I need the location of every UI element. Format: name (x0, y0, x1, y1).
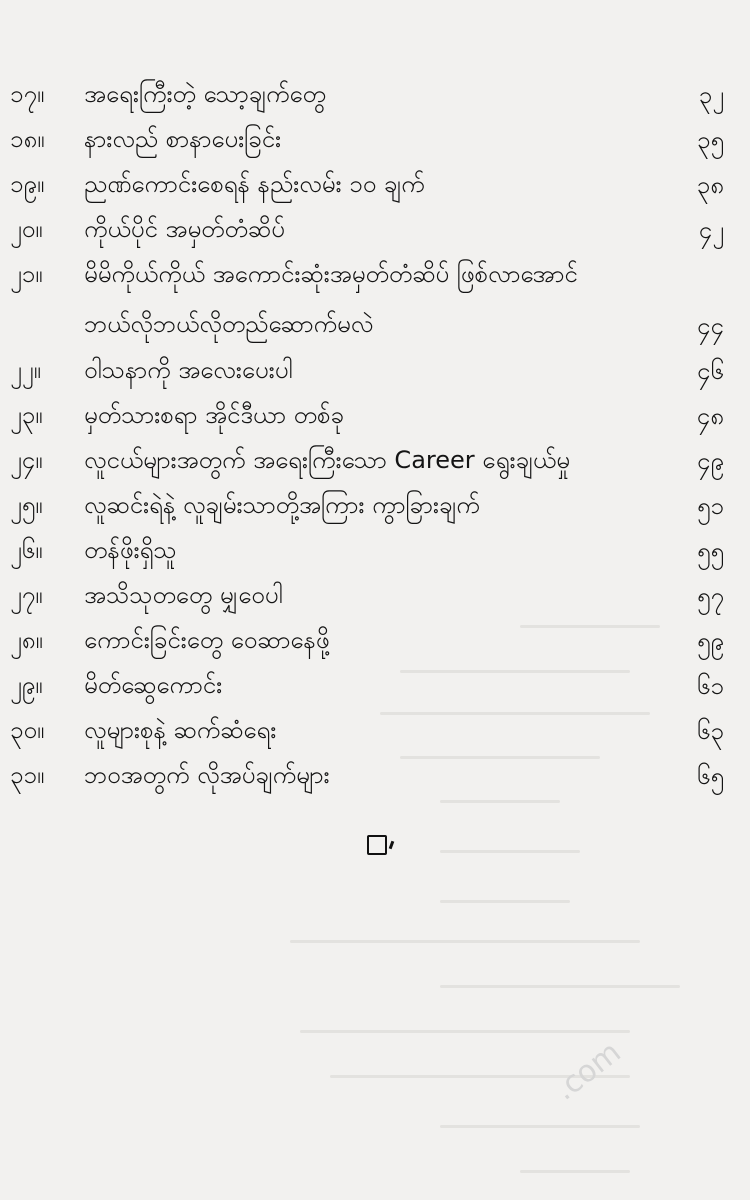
toc-entry (0, 528, 750, 573)
toc-entry (0, 72, 750, 117)
chapter-number: ၂၀။ (10, 215, 43, 243)
toc-entry (0, 207, 750, 252)
toc-entry (0, 483, 750, 528)
chapter-title: ကိုယ်ပိုင် အမှတ်တံဆိပ် (84, 215, 285, 243)
chapter-title: ကောင်းခြင်းတွေ ဝေဆာနေဖို့ (84, 626, 330, 654)
bleed-through-line (380, 712, 650, 715)
toc-entry (0, 663, 750, 708)
chapter-title: လူများစုနဲ့ ဆက်ဆံရေး (84, 716, 277, 744)
toc-entry (0, 393, 750, 438)
page-number: ၄၂ (698, 216, 724, 244)
chapter-title: လူဆင်းရဲနဲ့ လူချမ်းသာတို့အကြား ကွာခြားချက် (84, 491, 480, 519)
page-number: ၅၁ (697, 492, 724, 520)
bleed-through-line (520, 1170, 630, 1173)
chapter-number: ၂၅။ (10, 491, 43, 519)
chapter-number: ၂၃။ (10, 401, 43, 429)
bleed-through-line (440, 1125, 640, 1128)
chapter-title-line-1: မိမိကိုယ်ကိုယ် အကောင်းဆုံးအမှတ်တံဆိပ် ဖြစ်လာအောင် (84, 260, 578, 288)
chapter-number: ၃၁။ (10, 761, 45, 789)
chapter-title: အသိသုတတွေ မျှဝေပါ (84, 581, 283, 609)
watermark: .com (548, 1034, 628, 1108)
bleed-through-line (300, 1030, 630, 1033)
chapter-title: ဘဝအတွက် လိုအပ်ချက်များ (84, 761, 330, 789)
page-number: ၆၅ (697, 762, 724, 790)
toc-entry (0, 348, 750, 393)
chapter-title: အရေးကြီးတဲ့ သော့ချက်တွေ (84, 80, 326, 108)
bleed-through-line (440, 900, 570, 903)
chapter-number: ၂၈။ (10, 626, 43, 654)
page-number: ၃၂ (698, 81, 724, 109)
chapter-title: လူငယ်များအတွက် အရေးကြီးသော Career ရွေးချယ်မှု (84, 446, 570, 474)
page-number: ၅၅ (697, 537, 724, 565)
page-number: ၄၆ (697, 357, 724, 385)
page-number: ၄၄ (697, 312, 724, 340)
chapter-number: ၃၀။ (10, 716, 45, 744)
chapter-title: နားလည် စာနာပေးခြင်း (84, 125, 282, 153)
bleed-through-line (440, 850, 580, 853)
chapter-title: တန်ဖိုးရှိသူ (84, 536, 177, 564)
chapter-title: မိတ်ဆွေကောင်း (84, 671, 223, 699)
chapter-title: မှတ်သားစရာ အိုင်ဒီယာ တစ်ခု (84, 401, 345, 429)
chapter-number: ၁၉။ (10, 170, 45, 198)
bleed-through-line (400, 670, 630, 673)
toc-entry (0, 252, 750, 348)
end-of-section-icon (367, 835, 387, 855)
bleed-through-line (440, 985, 680, 988)
page-number: ၃၅ (697, 126, 724, 154)
page-number: ၃၈ (696, 171, 724, 199)
page-number: ၄၉ (697, 447, 724, 475)
chapter-title: ဝါသနာကို အလေးပေးပါ (84, 356, 293, 384)
toc-entry (0, 573, 750, 618)
toc-entry (0, 117, 750, 162)
bleed-through-line (400, 756, 600, 759)
chapter-number: ၁၇။ (10, 80, 45, 108)
table-of-contents (0, 72, 750, 798)
chapter-number: ၂၁။ (10, 260, 43, 288)
toc-entry (0, 162, 750, 207)
chapter-title: ညဏ်ကောင်းစေရန် နည်းလမ်း ၁၀ ချက် (84, 170, 425, 198)
chapter-number: ၂၉။ (10, 671, 43, 699)
toc-entry (0, 438, 750, 483)
page-number: ၅၇ (697, 582, 724, 610)
chapter-title-line-2: ဘယ်လိုဘယ်လိုတည်ဆောက်မလဲ (84, 310, 374, 338)
bleed-through-line (290, 940, 640, 943)
chapter-number: ၁၈။ (10, 125, 45, 153)
toc-entry (0, 753, 750, 798)
chapter-number: ၂၆။ (10, 536, 43, 564)
page-number: ၄၈ (696, 402, 724, 430)
chapter-number: ၂၂။ (10, 356, 41, 384)
chapter-number: ၂၇။ (10, 581, 43, 609)
page-number: ၆၃ (697, 717, 724, 745)
bleed-through-line (520, 625, 660, 628)
chapter-title (84, 252, 674, 352)
bleed-through-line (440, 800, 560, 803)
page-number: ၅၉ (697, 627, 724, 655)
chapter-number: ၂၄။ (10, 446, 43, 474)
page-number: ၆၁ (697, 672, 724, 700)
